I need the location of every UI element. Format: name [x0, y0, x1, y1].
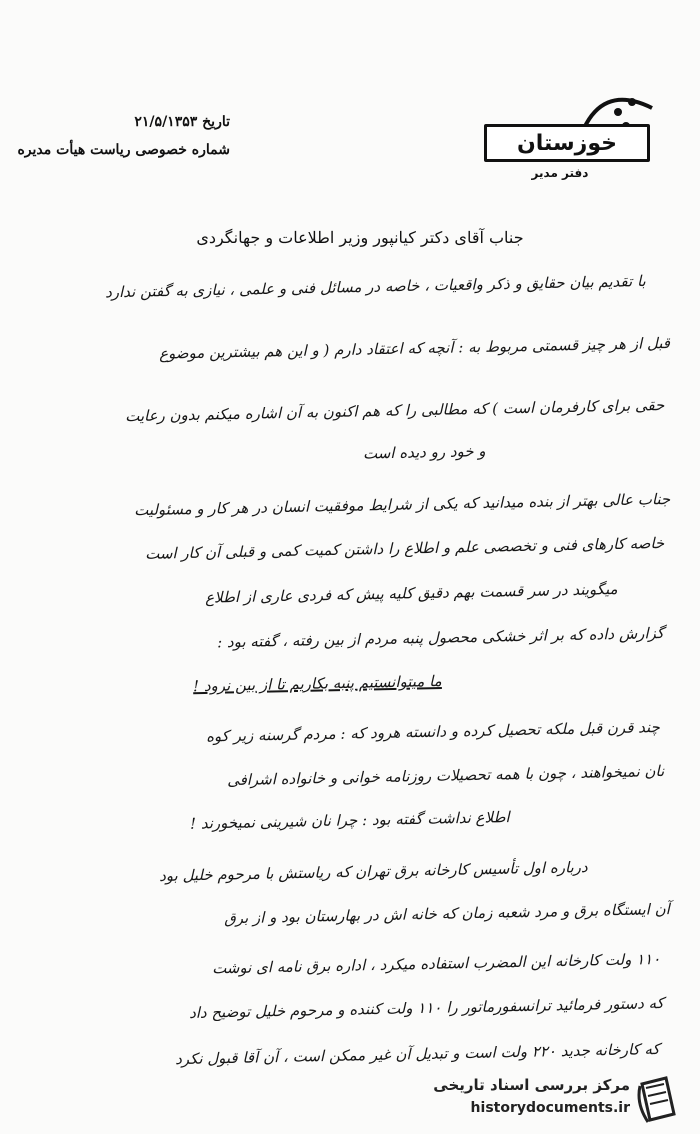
number-line: شماره خصوصی ریاست هیأت مدیره [17, 142, 230, 158]
letter-line: میگویند در سر قسمت بهم دقیق کلیه پیش که فردی عاری از اطلاع [205, 580, 619, 607]
letter-line: چند قرن قبل ملکه تحصیل کرده و دانسته هرود که : مردم گرسنه زیر کوه [206, 718, 661, 746]
logo-subtitle: دفتر مدیر [531, 166, 589, 180]
letter-line: ما میتوانستیم پنبه بکاریم تا از بین نرود ! [193, 672, 443, 696]
letter-line: خاصه کارهای فنی و تخصصی علم و اطلاع را داشتن کمیت کمی و قبلی آن کار است [144, 534, 665, 563]
watermark-text: مرکز بررسی اسناد تاریخی [433, 1076, 630, 1094]
letter-line: آن ایستگاه برق و مرد شعبه زمان که خانه اش در بهارستان بود و از برق [224, 900, 671, 928]
letter-line: درباره اول تأسیس کارخانه برق تهران که ریاستش با مرحوم خلیل بود [159, 858, 589, 885]
letter-line: حقی برای کارفرمان است ) که مطالبی را که هم اکنون به آن اشاره میکنم بدون رعایت [124, 396, 665, 426]
logo-wordmark: خوزستان [484, 124, 650, 162]
letter-line: جناب عالی بهتر از بنده میدانید که یکی از شرایط موفقیت انسان در هر کار و مسئولیت [133, 490, 671, 520]
letter-line: گزارش داده که بر اثر خشکی محصول پنبه مردم از بین رفته ، گفته بود : [216, 624, 665, 652]
company-logo [480, 78, 660, 188]
date-line: تاریخ ۲۱/۵/۱۳۵۳ [134, 114, 230, 130]
letter-line: نان نمیخواهند ، چون با همه تحصیلات روزنامه خوانی و خانواده اشرافی [226, 762, 665, 790]
letter-line: اطلاع نداشت گفته بود : چرا نان شیرینی نمیخورند ! [190, 808, 511, 833]
letter-line: که دستور فرمائید ترانسفورماتور را ۱۱۰ ولت کننده و مرحوم خلیل توضیح داد [189, 994, 665, 1022]
archive-book-icon [636, 1074, 680, 1124]
letter-line: که کارخانه جدید ۲۲۰ ولت است و تبدیل آن غیر ممکن است ، آن آقا قبول نکرد [175, 1040, 661, 1069]
letter-line: ۱۱۰ ولت کارخانه این المضرب استفاده میکرد ، اداره برق نامه ای نوشت [211, 950, 661, 978]
letter-line: و خود رو دیده است [363, 442, 487, 463]
archive-watermark [430, 1072, 682, 1128]
letter-metadata [17, 108, 230, 164]
letter-line: با تقدیم بیان حقایق و ذکر واقعیات ، خاصه در مسائل فنی و علمی ، نیازی به گفتن ندارد [105, 272, 647, 302]
letter-salutation: جناب آقای دکتر کیانپور وزیر اطلاعات و جهانگردی [196, 228, 524, 247]
letter-line: قبل از هر چیز قسمتی مربوط به : آنچه که اعتقاد دارم ( و این هم بیشترین موضوع [158, 334, 671, 363]
watermark-url: historydocuments.ir [470, 1100, 630, 1116]
